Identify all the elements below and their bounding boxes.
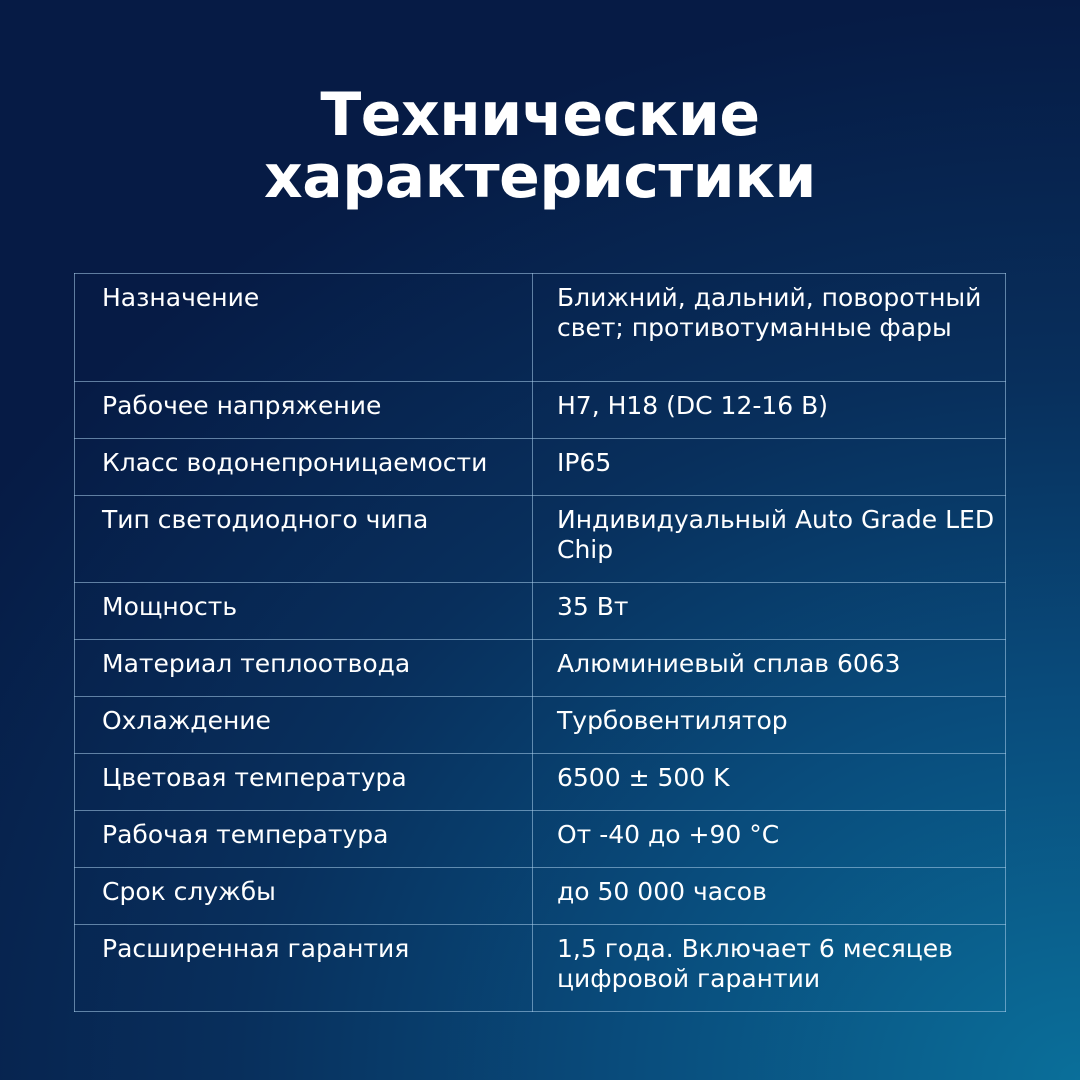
title-line-1: Технические	[320, 80, 760, 150]
table-row	[75, 640, 1006, 697]
spec-param: Расширенная гарантия	[75, 925, 533, 1012]
table-row	[75, 274, 1006, 382]
page-title	[0, 80, 1080, 212]
spec-value: От -40 до +90 °C	[533, 811, 1006, 868]
spec-value: 1,5 года. Включает 6 месяцев цифровой гарантии	[533, 925, 1006, 1012]
spec-value: Индивидуальный Auto Grade LED Chip	[533, 496, 1006, 583]
spec-param: Срок службы	[75, 868, 533, 925]
spec-value: IP65	[533, 439, 1006, 496]
spec-param: Рабочее напряжение	[75, 382, 533, 439]
table-row	[75, 925, 1006, 1012]
spec-param: Материал теплоотвода	[75, 640, 533, 697]
table-row	[75, 382, 1006, 439]
table-row	[75, 583, 1006, 640]
spec-param: Мощность	[75, 583, 533, 640]
table-row	[75, 439, 1006, 496]
spec-param: Рабочая температура	[75, 811, 533, 868]
title-line-2: характеристики	[264, 142, 816, 212]
table-row	[75, 868, 1006, 925]
spec-param: Назначение	[75, 274, 533, 382]
spec-value: 35 Вт	[533, 583, 1006, 640]
spec-value: 6500 ± 500 K	[533, 754, 1006, 811]
spec-value: Турбовентилятор	[533, 697, 1006, 754]
spec-value: Алюминиевый сплав 6063	[533, 640, 1006, 697]
table-row	[75, 496, 1006, 583]
spec-value: до 50 000 часов	[533, 868, 1006, 925]
table-row	[75, 811, 1006, 868]
spec-param: Класс водонепроницаемости	[75, 439, 533, 496]
table-row	[75, 754, 1006, 811]
spec-param: Цветовая температура	[75, 754, 533, 811]
spec-value: Ближний, дальний, поворотный свет; противотуманные фары	[533, 274, 1006, 382]
spec-param: Тип светодиодного чипа	[75, 496, 533, 583]
specs-table	[74, 273, 1006, 1012]
table-row	[75, 697, 1006, 754]
spec-value: H7, H18 (DC 12-16 В)	[533, 382, 1006, 439]
spec-param: Охлаждение	[75, 697, 533, 754]
